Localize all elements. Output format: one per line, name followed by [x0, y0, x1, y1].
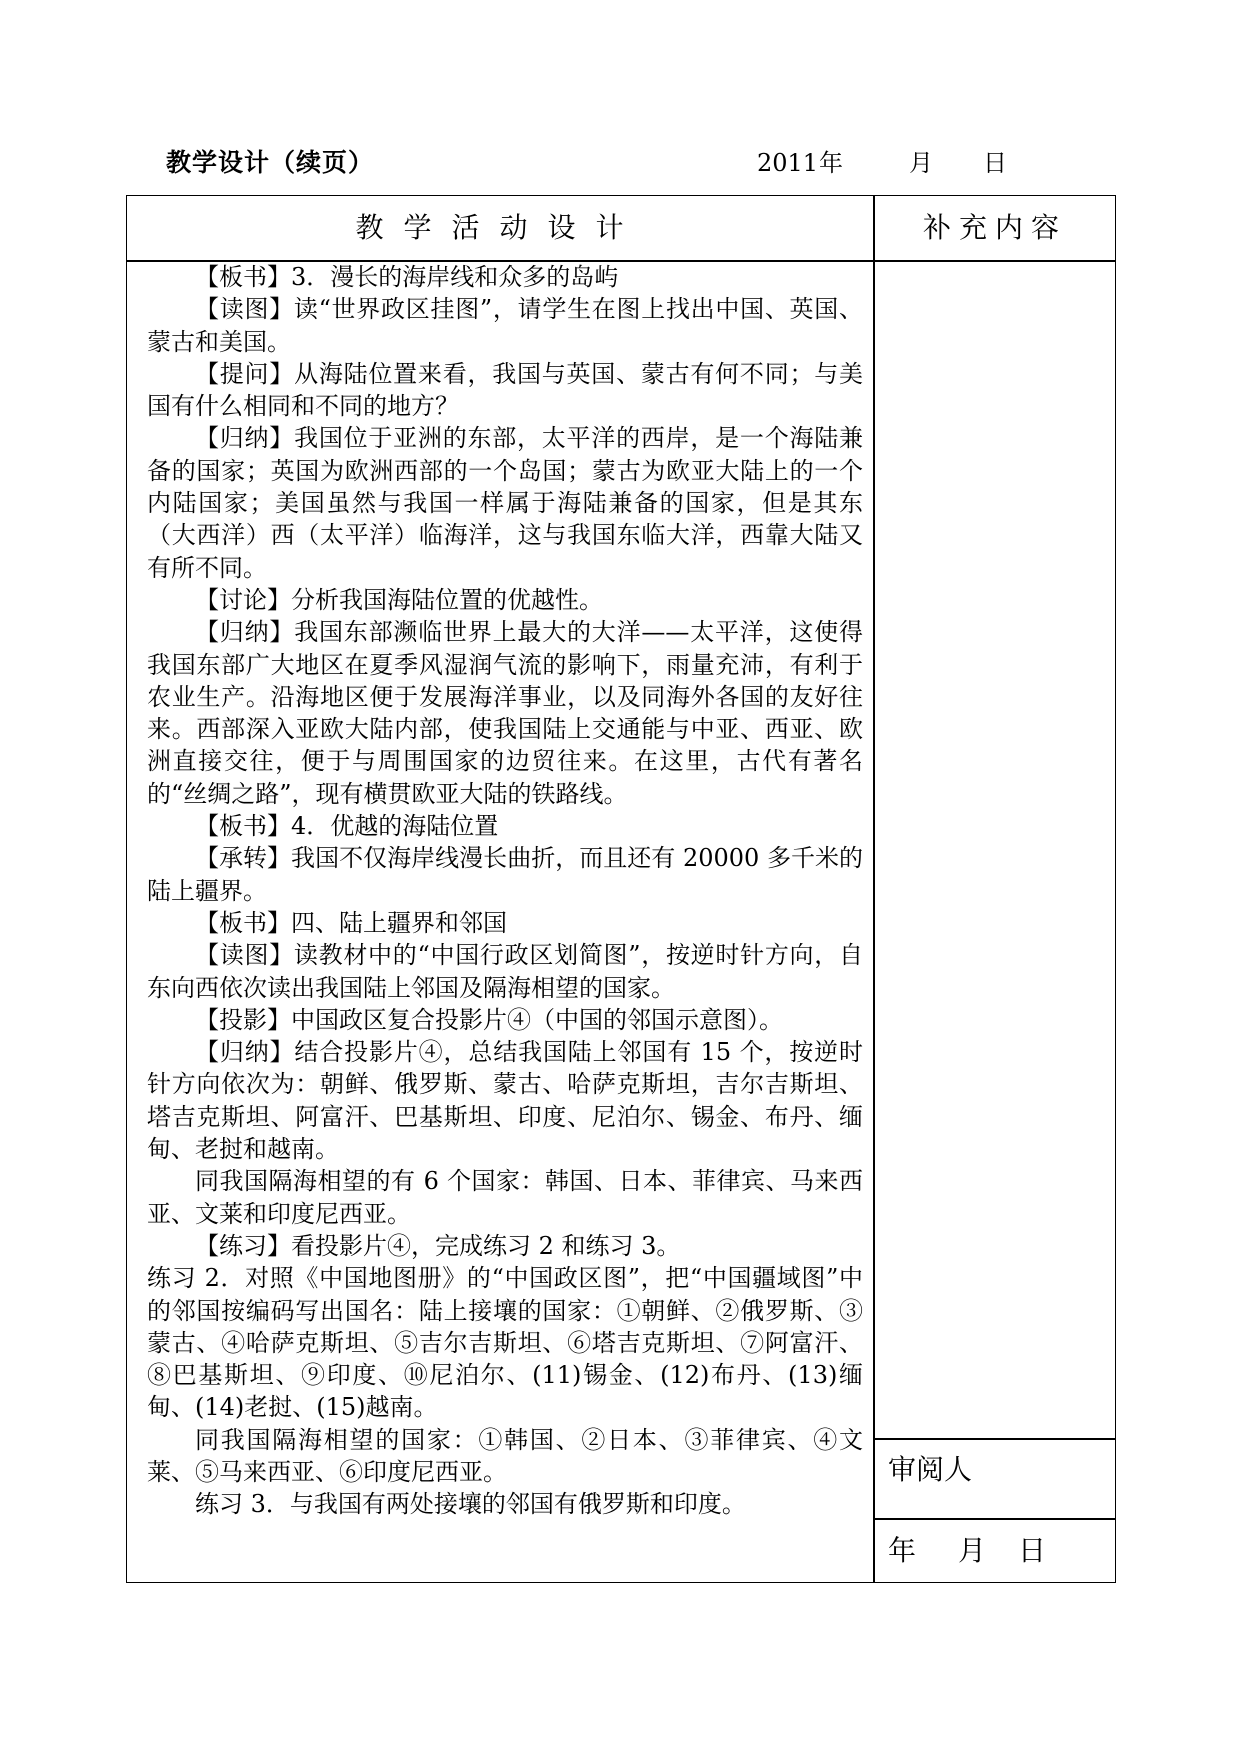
content-paragraph: 【板书】4．优越的海陆位置 [195, 812, 499, 841]
content-paragraph: 练习 3．与我国有两处接壤的邻国有俄罗斯和印度。 [195, 1490, 746, 1519]
column-heading-supplement: 补充内容 [922, 211, 1067, 244]
date-day-label: 日 [983, 149, 1007, 177]
sign-date [888, 1531, 1046, 1571]
content-paragraph: 【归纳】结合投影片④，总结我国陆上邻国有 15 个，按逆时针方向依次为：朝鲜、俄罗斯、蒙古、哈萨克斯坦，吉尔吉斯坦、塔吉克斯坦、阿富汗、巴基斯坦、印度、尼泊尔、锡金、布丹、缅甸、老挝和越南。 [147, 1038, 863, 1164]
content-paragraph: 【读图】读“世界政区挂图”，请学生在图上找出中国、英国、蒙古和美国。 [147, 295, 863, 356]
sign-month-label: 月 [958, 1534, 987, 1567]
content-paragraph: 【板书】3．漫长的海岸线和众多的岛屿 [195, 263, 619, 291]
content-paragraph: 【归纳】我国东部濒临世界上最大的大洋——太平洋，这使得我国东部广大地区在夏季风湿润气流的影响下，雨量充沛，有利于农业生产。沿海地区便于发展海洋事业，以及同海外各国的友好往来。西部深入亚欧大陆内部，使我国陆上交通能与中亚、西亚、欧洲直接交往，便于与周围国家的边贸往来。在这里，古代有著名的“丝绸之路”，现有横贯欧亚大陆的铁路线。 [147, 618, 863, 808]
reviewer-divider-bottom [873, 1518, 1116, 1520]
page-title: 教学设计（续页） [166, 148, 375, 177]
activity-content [147, 261, 863, 1521]
date-year-label: 年 [819, 149, 843, 177]
content-paragraph: 【承转】我国不仅海岸线漫长曲折，而且还有 20000 多千米的陆上疆界。 [147, 844, 863, 905]
content-paragraph: 【读图】读教材中的“中国行政区划简图”，按逆时针方向，自东向西依次读出我国陆上邻国及隔海相望的国家。 [147, 941, 863, 1002]
column-divider [873, 195, 875, 1583]
date-line [757, 146, 1007, 180]
content-paragraph: 【板书】四、陆上疆界和邻国 [195, 908, 507, 937]
sign-day-label: 日 [1018, 1534, 1047, 1567]
reviewer-divider-top [873, 1438, 1116, 1440]
content-paragraph: 【讨论】分析我国海陆位置的优越性。 [195, 585, 603, 614]
content-paragraph: 练习 2．对照《中国地图册》的“中国政区图”，把“中国疆域图”中的邻国按编码写出国名：陆上接壤的国家：①朝鲜、②俄罗斯、③蒙古、④哈萨克斯坦、⑤吉尔吉斯坦、⑥塔吉克斯坦、⑦阿富汗、⑧巴基斯坦、⑨印度、⑩尼泊尔、(11)锡金、(12)布丹、(13)缅甸、(14)老挝、(15)越南。 [147, 1264, 863, 1422]
content-paragraph: 【提问】从海陆位置来看，我国与英国、蒙古有何不同；与美国有什么相同和不同的地方？ [147, 359, 863, 421]
date-month-label: 月 [909, 149, 933, 177]
content-paragraph: 【投影】中国政区复合投影片④（中国的邻国示意图）。 [195, 1005, 783, 1034]
reviewer-label: 审阅人 [888, 1453, 973, 1486]
date-year: 2011 [757, 149, 819, 177]
column-heading-activity-design: 教学活动设计 [355, 211, 644, 244]
content-paragraph: 【练习】看投影片④，完成练习 2 和练习 3。 [195, 1231, 681, 1260]
content-paragraph: 同我国隔海相望的国家：①韩国、②日本、③菲律宾、④文莱、⑤马来西亚、⑥印度尼西亚。 [147, 1425, 863, 1486]
content-paragraph: 【归纳】我国位于亚洲的东部，太平洋的西岸，是一个海陆兼备的国家；英国为欧洲西部的一个岛国；蒙古为欧亚大陆上的一个内陆国家；美国虽然与我国一样属于海陆兼备的国家，但是其东（大西洋）西（太平洋）临海洋，这与我国东临大洋，西靠大陆又有所不同。 [147, 424, 863, 582]
sign-year-label: 年 [888, 1534, 917, 1567]
content-paragraph: 同我国隔海相望的有 6 个国家：韩国、日本、菲律宾、马来西亚、文莱和印度尼西亚。 [147, 1167, 863, 1228]
